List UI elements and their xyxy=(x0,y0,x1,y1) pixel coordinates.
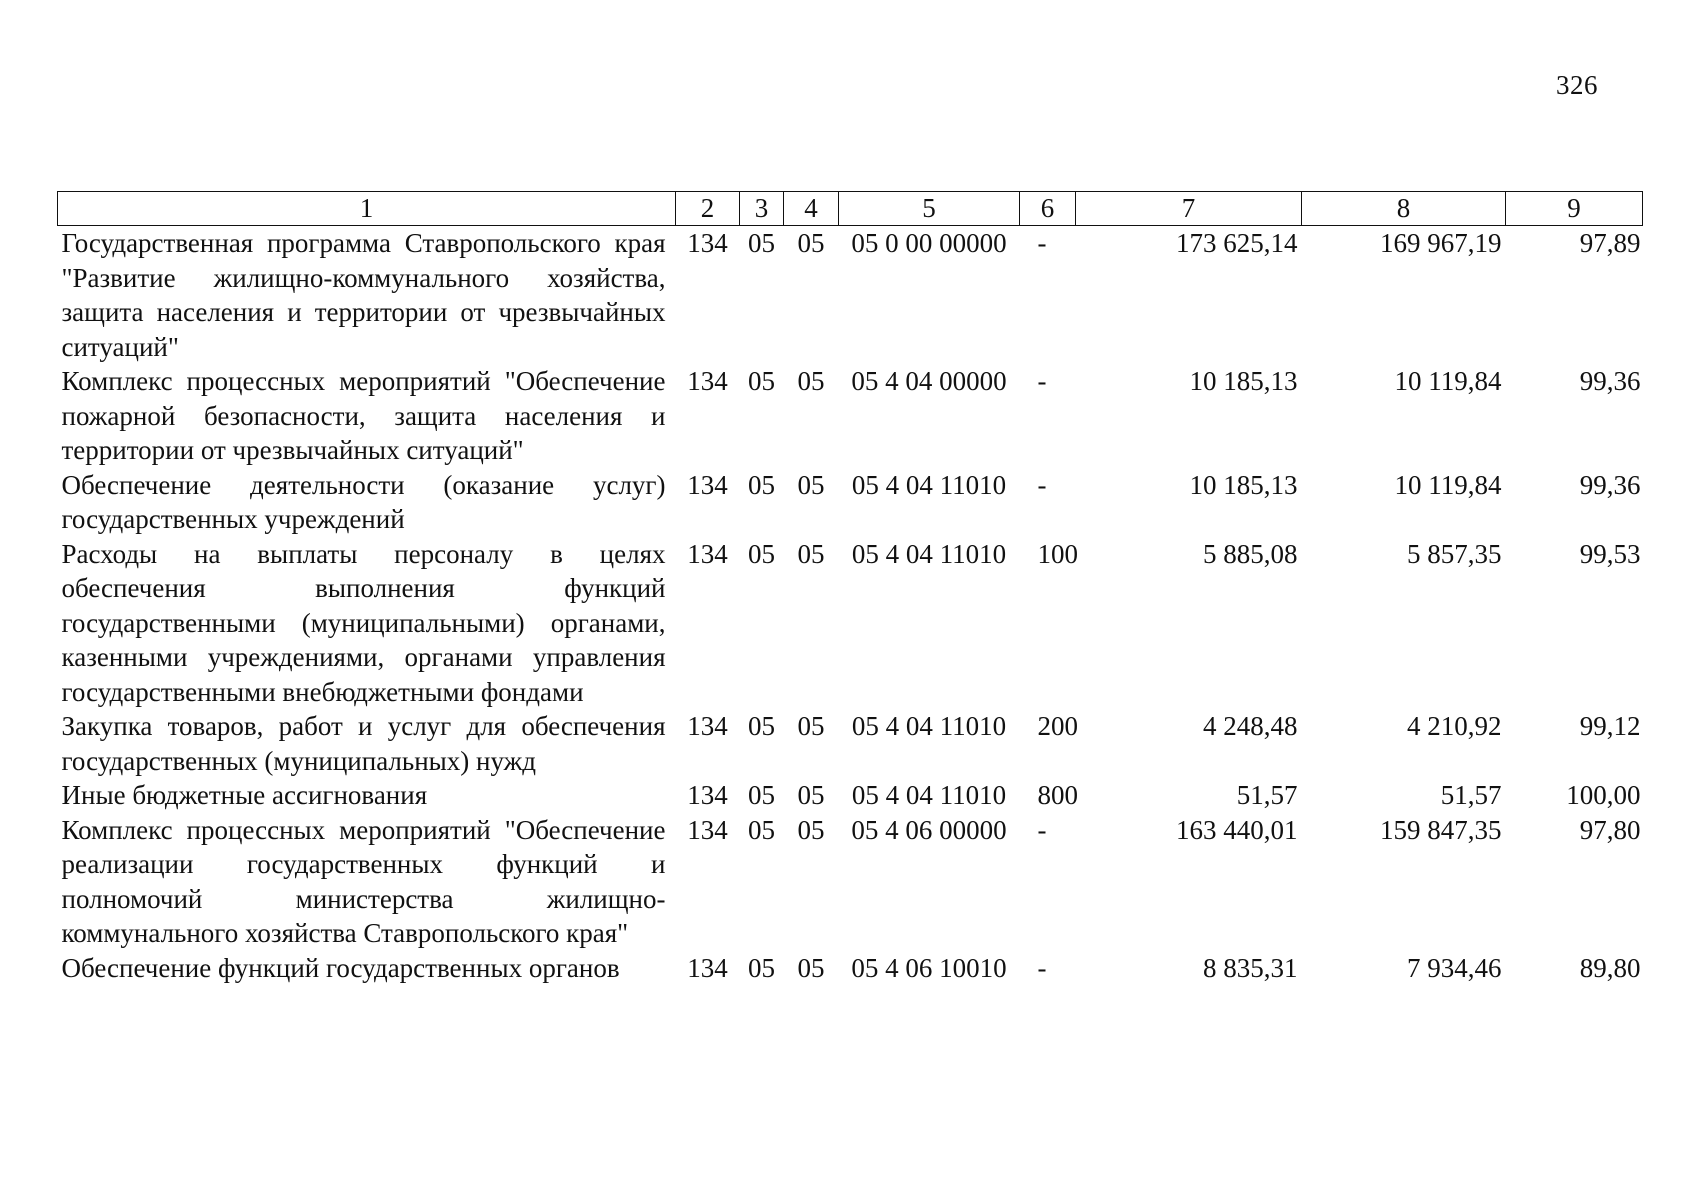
row-code-expense-type: - xyxy=(1037,952,1047,983)
table-row xyxy=(58,226,1643,365)
row-actual-amount: 51,57 xyxy=(1440,780,1502,810)
row-code-target: 05 4 04 11010 xyxy=(851,538,1007,569)
row-name: Комплекс процессных мероприятий "Обеспечение пожарной безопасности, защита населения и территории от чрезвычайных ситуаций" xyxy=(61,366,666,465)
header-col-8: 8 xyxy=(1302,192,1506,226)
row-actual-amount: 10 119,84 xyxy=(1394,469,1502,500)
row-planned-amount: 173 625,14 xyxy=(1176,228,1298,258)
row-code-expense-type: - xyxy=(1037,814,1047,845)
row-execution-percent: 99,36 xyxy=(1579,366,1641,396)
row-code-section: 05 xyxy=(748,538,775,569)
row-execution-percent: 99,53 xyxy=(1579,538,1641,569)
row-planned-amount: 51,57 xyxy=(1236,780,1298,810)
row-code-section: 05 xyxy=(748,814,775,845)
table-row xyxy=(58,778,1643,813)
header-col-2: 2 xyxy=(676,192,740,226)
row-actual-amount: 159 847,35 xyxy=(1380,814,1502,845)
row-planned-amount: 5 885,08 xyxy=(1203,538,1298,569)
row-planned-amount: 4 248,48 xyxy=(1203,711,1298,741)
row-code-section: 05 xyxy=(748,711,775,741)
row-planned-amount: 8 835,31 xyxy=(1203,952,1298,983)
row-actual-amount: 10 119,84 xyxy=(1394,366,1502,396)
row-code-section: 05 xyxy=(748,780,775,810)
table-row xyxy=(58,813,1643,951)
row-code-subsection: 05 xyxy=(797,228,825,258)
row-execution-percent: 100,00 xyxy=(1566,780,1641,810)
row-code-section: 05 xyxy=(748,366,775,396)
row-code-expense-type: - xyxy=(1037,469,1047,500)
page-number: 326 xyxy=(1556,70,1598,100)
row-actual-amount: 5 857,35 xyxy=(1407,538,1502,569)
table-row xyxy=(58,364,1643,468)
row-execution-percent: 97,89 xyxy=(1579,228,1641,258)
row-code-target: 05 4 04 11010 xyxy=(851,780,1007,810)
row-code-target: 05 4 04 11010 xyxy=(851,469,1007,500)
header-row xyxy=(58,192,1643,226)
row-code-ministry: 134 xyxy=(687,814,728,845)
row-planned-amount: 163 440,01 xyxy=(1176,814,1298,845)
table-header xyxy=(58,192,1643,226)
row-name: Закупка товаров, работ и услуг для обеспечения государственных (муниципальных) нужд xyxy=(61,711,666,776)
row-name: Обеспечение деятельности (оказание услуг) государственных учреждений xyxy=(61,469,666,534)
row-name: Комплекс процессных мероприятий "Обеспечение реализации государственных функций и полномочий министерства жилищно-коммунального хозяйства Ставропольского края" xyxy=(61,814,666,948)
row-code-ministry: 134 xyxy=(687,711,728,741)
row-code-subsection: 05 xyxy=(797,366,825,396)
row-execution-percent: 99,12 xyxy=(1579,711,1641,741)
row-code-expense-type: 100 xyxy=(1037,538,1078,569)
row-code-expense-type: 800 xyxy=(1037,780,1078,810)
header-col-3: 3 xyxy=(740,192,784,226)
row-code-ministry: 134 xyxy=(687,228,728,258)
row-code-ministry: 134 xyxy=(687,469,728,500)
row-code-ministry: 134 xyxy=(687,538,728,569)
row-code-subsection: 05 xyxy=(797,814,825,845)
header-col-9: 9 xyxy=(1506,192,1643,226)
row-code-section: 05 xyxy=(748,952,775,983)
header-col-1: 1 xyxy=(58,192,676,226)
row-execution-percent: 99,36 xyxy=(1579,469,1641,500)
row-code-ministry: 134 xyxy=(687,366,728,396)
row-code-subsection: 05 xyxy=(797,469,825,500)
row-code-subsection: 05 xyxy=(797,780,825,810)
header-col-6: 6 xyxy=(1020,192,1076,226)
row-name: Иные бюджетные ассигнования xyxy=(61,780,428,810)
row-execution-percent: 89,80 xyxy=(1579,952,1641,983)
row-code-ministry: 134 xyxy=(687,780,728,810)
row-code-target: 05 4 04 00000 xyxy=(851,366,1007,396)
row-code-target: 05 4 04 11010 xyxy=(851,711,1007,741)
row-planned-amount: 10 185,13 xyxy=(1189,469,1298,500)
row-code-ministry: 134 xyxy=(687,952,728,983)
header-col-4: 4 xyxy=(784,192,839,226)
table-row xyxy=(58,951,1643,986)
table-body xyxy=(58,226,1643,986)
row-name: Расходы на выплаты персоналу в целях обеспечения выполнения функций государственными (муниципальными) органами, казенными учреждениями, органами управления государственными внебюджетными фондами xyxy=(61,538,666,707)
row-actual-amount: 4 210,92 xyxy=(1407,711,1502,741)
budget-table xyxy=(57,191,1643,985)
row-code-subsection: 05 xyxy=(797,538,825,569)
row-code-subsection: 05 xyxy=(797,952,825,983)
row-code-subsection: 05 xyxy=(797,711,825,741)
row-code-expense-type: - xyxy=(1037,366,1047,396)
row-actual-amount: 7 934,46 xyxy=(1407,952,1502,983)
row-name: Обеспечение функций государственных органов xyxy=(61,952,620,983)
header-col-7: 7 xyxy=(1076,192,1302,226)
row-actual-amount: 169 967,19 xyxy=(1380,228,1502,258)
row-name: Государственная программа Ставропольского края "Развитие жилищно-коммунального хозяйства, защита населения и территории от чрезвычайных ситуаций" xyxy=(61,228,666,362)
row-code-section: 05 xyxy=(748,469,775,500)
row-execution-percent: 97,80 xyxy=(1579,814,1641,845)
row-code-expense-type: 200 xyxy=(1037,711,1078,741)
row-code-section: 05 xyxy=(748,228,775,258)
row-planned-amount: 10 185,13 xyxy=(1189,366,1298,396)
row-code-target: 05 0 00 00000 xyxy=(851,228,1007,258)
table-row xyxy=(58,709,1643,778)
table-row xyxy=(58,537,1643,710)
row-code-expense-type: - xyxy=(1037,228,1047,258)
row-code-target: 05 4 06 10010 xyxy=(851,952,1007,983)
row-code-target: 05 4 06 00000 xyxy=(851,814,1007,845)
header-col-5: 5 xyxy=(839,192,1020,226)
table-row xyxy=(58,468,1643,537)
